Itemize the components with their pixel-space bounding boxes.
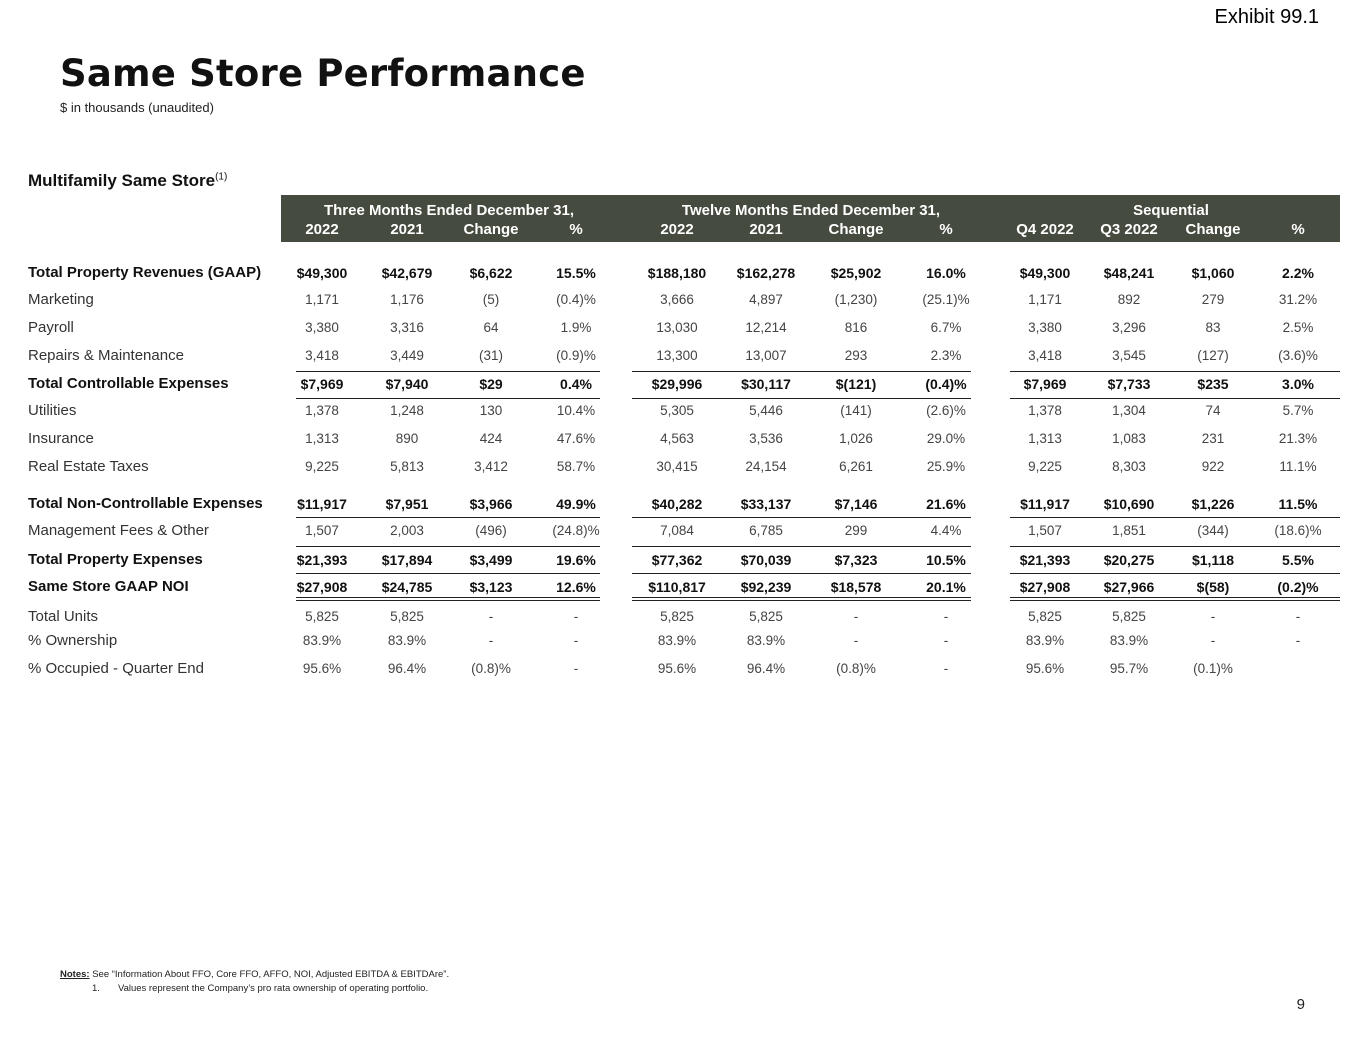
table-cell: $3,499 xyxy=(469,552,513,568)
table-cell: $17,894 xyxy=(381,552,433,568)
table-cell: 9,225 xyxy=(1028,459,1062,474)
table-cell: $(58) xyxy=(1196,579,1230,595)
table-cell: 3,412 xyxy=(474,459,508,474)
table-rule xyxy=(296,546,600,547)
table-cell: $7,323 xyxy=(834,552,878,568)
table-rule xyxy=(632,573,971,574)
header-col-8: % xyxy=(939,221,953,238)
header-col-5: 2022 xyxy=(660,221,694,238)
table-cell: 892 xyxy=(1117,292,1141,307)
table-cell: (3.6)% xyxy=(1278,348,1318,363)
table-cell: $33,137 xyxy=(740,496,792,512)
table-cell: 12.6% xyxy=(556,579,596,595)
table-cell: $7,951 xyxy=(385,496,429,512)
table-cell: 299 xyxy=(844,523,868,538)
table-cell: (5) xyxy=(482,292,500,307)
table-cell: 20.1% xyxy=(926,579,966,595)
table-cell: 8,303 xyxy=(1112,459,1146,474)
table-cell: (0.2)% xyxy=(1277,579,1319,595)
table-cell: 3,380 xyxy=(1028,320,1062,335)
header-col-12: % xyxy=(1291,221,1305,238)
table-cell: (344) xyxy=(1197,523,1229,538)
table-cell: 21.6% xyxy=(926,496,966,512)
table-cell: - xyxy=(1295,633,1301,648)
table-cell: 5,305 xyxy=(660,403,694,418)
table-cell: $27,908 xyxy=(1019,579,1071,595)
table-cell: $6,622 xyxy=(469,265,513,281)
table-cell: 2.2% xyxy=(1282,265,1314,281)
table-cell: (1,230) xyxy=(834,292,878,307)
row-label: Total Property Revenues (GAAP) xyxy=(28,264,262,281)
header-col-9: Q4 2022 xyxy=(1016,221,1074,238)
table-rule xyxy=(632,398,971,399)
notes-text: See “Information About FFO, Core FFO, AFFO, NOI, Adjusted EBITDA & EBITDAre”. xyxy=(89,969,450,980)
table-cell: 12,214 xyxy=(745,320,787,335)
table-cell: 1,171 xyxy=(305,292,339,307)
table-rule xyxy=(296,398,600,399)
table-cell: 5,446 xyxy=(749,403,783,418)
table-rule xyxy=(296,573,600,574)
row-label: Total Property Expenses xyxy=(28,551,203,568)
section-title-text: Multifamily Same Store xyxy=(28,171,216,190)
table-cell: $25,902 xyxy=(830,265,882,281)
table-cell: (496) xyxy=(475,523,507,538)
table-cell: (0.8)% xyxy=(471,661,511,676)
table-cell: 1,304 xyxy=(1112,403,1146,418)
table-cell: 10.5% xyxy=(926,552,966,568)
table-cell: 96.4% xyxy=(387,661,427,676)
table-rule xyxy=(632,546,971,547)
table-cell: 83.9% xyxy=(387,633,427,648)
table-cell: 1,507 xyxy=(305,523,339,538)
table-cell: 3,380 xyxy=(305,320,339,335)
table-cell: 4.4% xyxy=(930,523,962,538)
table-cell: 95.7% xyxy=(1109,661,1149,676)
table-cell: $7,940 xyxy=(385,376,429,392)
row-label: Management Fees & Other xyxy=(28,522,209,539)
table-cell: 3.0% xyxy=(1282,376,1314,392)
table-cell: 74 xyxy=(1205,403,1221,418)
table-cell: 293 xyxy=(844,348,868,363)
table-cell: (127) xyxy=(1197,348,1229,363)
table-cell: 3,316 xyxy=(390,320,424,335)
table-cell: 1.9% xyxy=(560,320,592,335)
table-cell: 6,261 xyxy=(839,459,873,474)
table-cell: - xyxy=(1210,609,1216,624)
table-cell: (2.6)% xyxy=(926,403,966,418)
table-cell: $49,300 xyxy=(1019,265,1071,281)
table-cell: 2.3% xyxy=(930,348,962,363)
table-cell: 30,415 xyxy=(656,459,698,474)
table-cell: $48,241 xyxy=(1103,265,1155,281)
table-cell: 279 xyxy=(1201,292,1225,307)
table-cell: $7,969 xyxy=(1023,376,1067,392)
footnote-1 xyxy=(92,983,428,994)
table-rule xyxy=(296,600,600,601)
table-cell: 5,825 xyxy=(660,609,694,624)
table-cell: 11.1% xyxy=(1279,459,1317,474)
header-col-1: 2022 xyxy=(305,221,339,238)
table-cell: - xyxy=(488,609,494,624)
table-cell: - xyxy=(943,633,949,648)
header-col-6: 2021 xyxy=(749,221,783,238)
table-cell: 83.9% xyxy=(1025,633,1065,648)
table-cell: $3,123 xyxy=(469,579,513,595)
table-cell: $27,966 xyxy=(1103,579,1155,595)
table-cell: 49.9% xyxy=(556,496,596,512)
table-cell: 15.5% xyxy=(556,265,596,281)
table-rule xyxy=(296,371,600,372)
table-rule xyxy=(632,371,971,372)
notes xyxy=(60,969,449,980)
table-cell: (18.6)% xyxy=(1274,523,1322,538)
table-cell: $24,785 xyxy=(381,579,433,595)
table-cell: (141) xyxy=(840,403,872,418)
table-cell: 96.4% xyxy=(746,661,786,676)
table-cell: 3,536 xyxy=(749,431,783,446)
table-cell: $21,393 xyxy=(1019,552,1071,568)
table-cell: 922 xyxy=(1201,459,1225,474)
table-cell: $77,362 xyxy=(651,552,703,568)
table-rule xyxy=(1010,597,1340,598)
page-title: Same Store Performance xyxy=(60,52,586,95)
row-label: Same Store GAAP NOI xyxy=(28,578,189,595)
table-cell: (0.1)% xyxy=(1193,661,1233,676)
header-col-7: Change xyxy=(828,221,884,238)
table-rule xyxy=(1010,517,1340,518)
row-label: Total Units xyxy=(28,608,99,625)
table-rule xyxy=(632,597,971,598)
header-group-2: Twelve Months Ended December 31, xyxy=(681,202,941,219)
row-label: Total Controllable Expenses xyxy=(28,375,229,392)
table-cell: 3,449 xyxy=(390,348,424,363)
table-cell: (0.4)% xyxy=(925,376,967,392)
table-cell: 2.5% xyxy=(1282,320,1314,335)
table-cell: 95.6% xyxy=(657,661,697,676)
table-cell: - xyxy=(853,633,859,648)
table-cell: 5,825 xyxy=(749,609,783,624)
table-cell: $1,060 xyxy=(1191,265,1235,281)
table-cell: $70,039 xyxy=(740,552,792,568)
footnote-1-number: 1. xyxy=(92,983,100,994)
header-group-1: Three Months Ended December 31, xyxy=(323,202,575,219)
header-col-4: % xyxy=(569,221,583,238)
row-label: Total Non-Controllable Expenses xyxy=(28,495,263,512)
table-cell: 1,313 xyxy=(305,431,339,446)
table-cell: 21.3% xyxy=(1278,431,1318,446)
row-label: % Ownership xyxy=(28,632,118,649)
row-label: Utilities xyxy=(28,402,77,419)
header-col-11: Change xyxy=(1185,221,1241,238)
table-cell: 58.7% xyxy=(556,459,596,474)
table-cell: (31) xyxy=(478,348,503,363)
table-cell: 1,083 xyxy=(1112,431,1146,446)
table-cell: 1,171 xyxy=(1028,292,1062,307)
table-cell: $21,393 xyxy=(296,552,348,568)
table-cell: - xyxy=(1210,633,1216,648)
table-cell: 47.6% xyxy=(556,431,596,446)
row-label: Marketing xyxy=(28,291,94,308)
table-cell: 1,378 xyxy=(1028,403,1062,418)
table-cell: 11.5% xyxy=(1278,496,1318,512)
table-cell: $27,908 xyxy=(296,579,348,595)
table-cell: 95.6% xyxy=(1025,661,1065,676)
table-cell: - xyxy=(573,633,579,648)
header-col-2: 2021 xyxy=(390,221,424,238)
table-cell: $7,969 xyxy=(300,376,344,392)
table-rule xyxy=(296,597,600,598)
table-cell: $188,180 xyxy=(647,265,707,281)
table-cell: 10.4% xyxy=(556,403,596,418)
table-cell: $10,690 xyxy=(1103,496,1155,512)
table-rule xyxy=(1010,371,1340,372)
table-cell: 4,563 xyxy=(660,431,694,446)
table-cell: $1,118 xyxy=(1191,552,1235,568)
header-group-3: Sequential xyxy=(1133,202,1209,219)
table-cell: 1,507 xyxy=(1028,523,1062,538)
table-cell: 5.7% xyxy=(1282,403,1314,418)
table-cell: 83.9% xyxy=(746,633,786,648)
table-cell: 29.0% xyxy=(926,431,966,446)
table-cell: (0.8)% xyxy=(836,661,876,676)
exhibit-label: Exhibit 99.1 xyxy=(1214,6,1319,28)
section-title xyxy=(28,171,227,191)
table-cell: $235 xyxy=(1197,376,1229,392)
table-cell: $162,278 xyxy=(736,265,796,281)
table-rule xyxy=(632,600,971,601)
table-cell: $29,996 xyxy=(651,376,703,392)
row-label: Repairs & Maintenance xyxy=(28,347,184,364)
table-cell: - xyxy=(488,633,494,648)
table-cell: (0.4)% xyxy=(556,292,596,307)
table-cell: $7,146 xyxy=(834,496,878,512)
table-cell: (0.9)% xyxy=(556,348,596,363)
table-cell: 816 xyxy=(844,320,868,335)
table-cell: 95.6% xyxy=(302,661,342,676)
table-cell: 4,897 xyxy=(749,292,783,307)
table-rule xyxy=(632,517,971,518)
table-rule xyxy=(1010,398,1340,399)
table-rule xyxy=(296,517,600,518)
table-cell: 5,825 xyxy=(390,609,424,624)
table-cell: 1,313 xyxy=(1028,431,1062,446)
table-cell: - xyxy=(853,609,859,624)
table-cell: 3,296 xyxy=(1112,320,1146,335)
table-cell: 83 xyxy=(1205,320,1221,335)
table-cell: $110,817 xyxy=(648,579,706,595)
table-header xyxy=(281,195,1340,242)
header-col-3: Change xyxy=(463,221,519,238)
table-cell: $7,733 xyxy=(1107,376,1151,392)
table-cell: 5,825 xyxy=(1112,609,1146,624)
table-cell: $11,917 xyxy=(1020,496,1070,512)
table-cell: $30,117 xyxy=(741,376,791,392)
table-cell: 890 xyxy=(395,431,419,446)
table-cell: (25.1)% xyxy=(922,292,970,307)
table-cell: $40,282 xyxy=(651,496,703,512)
page-number: 9 xyxy=(1296,996,1305,1013)
table-rule xyxy=(1010,546,1340,547)
table-cell: $92,239 xyxy=(740,579,792,595)
table-cell: 64 xyxy=(483,320,499,335)
table-cell: 3,418 xyxy=(305,348,339,363)
table-cell: $3,966 xyxy=(469,496,513,512)
row-label: % Occupied - Quarter End xyxy=(28,660,204,677)
table-cell: - xyxy=(573,661,579,676)
table-cell: 13,300 xyxy=(656,348,698,363)
table-cell: 5,813 xyxy=(390,459,424,474)
table-cell: 2,003 xyxy=(390,523,424,538)
table-cell: $1,226 xyxy=(1191,496,1235,512)
notes-label: Notes: xyxy=(60,969,90,980)
table-cell: 25.9% xyxy=(926,459,966,474)
section-footnote-ref: (1) xyxy=(215,171,228,183)
table-cell: 5.5% xyxy=(1282,552,1314,568)
table-cell: 13,007 xyxy=(745,348,787,363)
table-rule xyxy=(1010,600,1340,601)
table-cell: 1,248 xyxy=(390,403,424,418)
table-cell: 6.7% xyxy=(930,320,962,335)
table-cell: 5,825 xyxy=(305,609,339,624)
table-cell: 130 xyxy=(479,403,503,418)
row-label: Insurance xyxy=(28,430,94,447)
table-cell: 6,785 xyxy=(749,523,783,538)
table-cell: 19.6% xyxy=(556,552,596,568)
table-cell: 24,154 xyxy=(745,459,787,474)
table-cell: - xyxy=(943,609,949,624)
table-cell: 31.2% xyxy=(1278,292,1318,307)
page-subtitle: $ in thousands (unaudited) xyxy=(60,100,214,115)
table-cell: 9,225 xyxy=(305,459,339,474)
table-cell: 3,666 xyxy=(660,292,694,307)
table-cell: 5,825 xyxy=(1028,609,1062,624)
table-cell: 3,418 xyxy=(1028,348,1062,363)
table-cell: 83.9% xyxy=(1109,633,1149,648)
table-cell: - xyxy=(1295,609,1301,624)
table-cell: 1,851 xyxy=(1112,523,1146,538)
header-col-10: Q3 2022 xyxy=(1100,221,1158,238)
table-rule xyxy=(1010,573,1340,574)
table-cell: $(121) xyxy=(835,376,877,392)
table-cell: $11,917 xyxy=(297,496,347,512)
table-cell: 7,084 xyxy=(660,523,694,538)
table-cell: 424 xyxy=(479,431,503,446)
row-label: Payroll xyxy=(28,319,74,336)
table-cell: 16.0% xyxy=(926,265,966,281)
table-cell: $20,275 xyxy=(1103,552,1155,568)
table-cell: $18,578 xyxy=(830,579,882,595)
table-cell: - xyxy=(573,609,579,624)
table-cell: 13,030 xyxy=(656,320,698,335)
row-label: Real Estate Taxes xyxy=(28,458,149,475)
table-cell: 3,545 xyxy=(1112,348,1146,363)
table-cell: $42,679 xyxy=(381,265,433,281)
table-cell: $29 xyxy=(479,376,503,392)
table-cell: 231 xyxy=(1201,431,1225,446)
table-cell: 83.9% xyxy=(302,633,342,648)
footnote-1-text: Values represent the Company’s pro rata ownership of operating portfolio. xyxy=(117,983,429,994)
table-cell: 1,026 xyxy=(839,431,873,446)
table-cell: (24.8)% xyxy=(552,523,600,538)
table-cell: - xyxy=(943,661,949,676)
table-cell: 1,378 xyxy=(305,403,339,418)
table-cell: 0.4% xyxy=(560,376,592,392)
table-cell: 1,176 xyxy=(390,292,424,307)
table-cell: $49,300 xyxy=(296,265,348,281)
table-cell: 83.9% xyxy=(657,633,697,648)
